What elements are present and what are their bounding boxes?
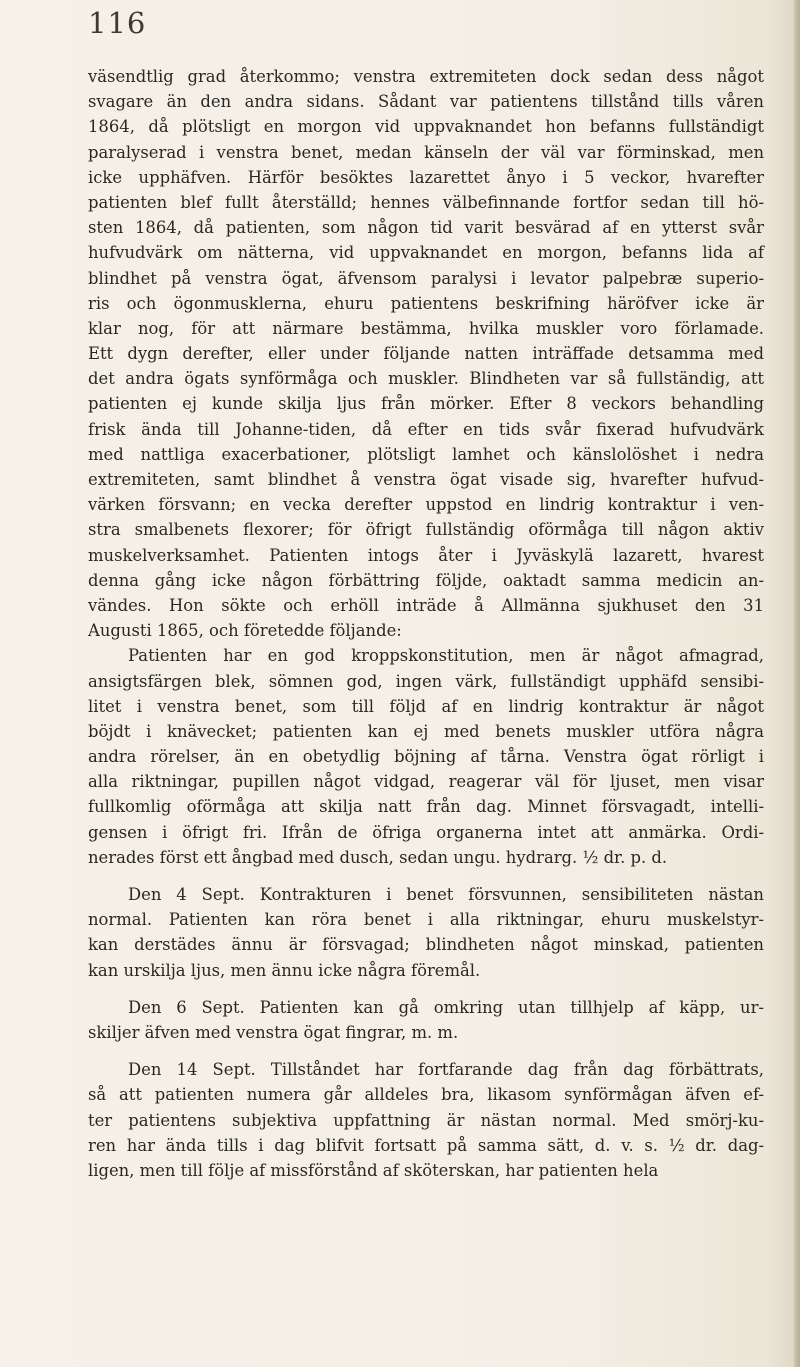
text-line: ren har ända tills i dag blifvit fortsatt på samma sätt, d. v. s. ½ dr. dag- (88, 1135, 764, 1155)
text-line: icke upphäfven. Härför besöktes lazarettet ånyo i 5 veckor, hvarefter (88, 167, 764, 187)
text-line: alla riktningar, pupillen något vidgad, reagerar väl för ljuset, men visar (88, 772, 764, 792)
text-line: litet i venstra benet, som till följd af en lindrig kontraktur är något (88, 696, 764, 716)
page-number: 116 (88, 6, 147, 40)
text-line: ansigtsfärgen blek, sömnen god, ingen värk, fullständigt upphäfd sensibi- (88, 671, 764, 691)
body-text (88, 64, 764, 1183)
text-line: sten 1864, då patienten, som någon tid varit besvärad af en ytterst svår (88, 218, 764, 238)
paragraph-gap (88, 983, 764, 995)
text-line: gensen i öfrigt fri. Ifrån de öfriga organerna intet att anmärka. Ordi- (88, 822, 764, 842)
text-line: patienten blef fullt återställd; hennes välbefinnande fortfor sedan till hö- (88, 192, 764, 212)
text-line: vändes. Hon sökte och erhöll inträde å Allmänna sjukhuset den 31 (88, 595, 764, 615)
text-line: normal. Patienten kan röra benet i alla riktningar, ehuru muskelstyr- (88, 910, 764, 930)
text-line: Ett dygn derefter, eller under följande natten inträffade detsamma med (88, 344, 764, 364)
paragraph (88, 64, 764, 643)
text-line: Den 6 Sept. Patienten kan gå omkring utan tillhjelp af käpp, ur- (128, 997, 764, 1017)
paragraph-gap (88, 1045, 764, 1057)
page-edge (794, 0, 800, 1367)
paragraph (88, 1057, 764, 1183)
text-line: skiljer äfven med venstra ögat fingrar, m. m. (88, 1022, 459, 1042)
text-line: ris och ögonmusklerna, ehuru patientens beskrifning häröfver icke är (88, 293, 764, 313)
text-line: fullkomlig oförmåga att skilja natt från dag. Minnet försvagadt, intelli- (88, 797, 764, 817)
text-line: Den 4 Sept. Kontrakturen i benet försvunnen, sensibiliteten nästan (128, 885, 764, 904)
text-line: det andra ögats synförmåga och muskler. Blindheten var så fullständig, att (88, 369, 764, 389)
text-line: Patienten har en god kroppskonstitution, men är något afmagrad, (128, 646, 764, 666)
text-line: nerades först ett ångbad med dusch, sedan ungu. hydrarg. ½ dr. p. d. (88, 847, 668, 867)
text-line: böjdt i knävecket; patienten kan ej med benets muskler utföra några (88, 721, 764, 741)
text-line: hufvudvärk om nätterna, vid uppvaknandet en morgon, befanns lida af (88, 243, 764, 263)
text-line: kan derstädes ännu är försvagad; blindheten något minskad, patienten (88, 935, 764, 955)
text-line: denna gång icke någon förbättring följde, oaktadt samma medicin an- (88, 570, 764, 590)
text-line: stra smalbenets flexorer; för öfrigt fullständig oförmåga till någon aktiv (88, 520, 764, 540)
text-line: Den 14 Sept. Tillståndet har fortfarande dag från dag förbättrats, (128, 1060, 764, 1080)
paragraph (88, 643, 764, 870)
text-line: 1864, då plötsligt en morgon vid uppvaknandet hon befanns fullständigt (88, 117, 764, 137)
text-line: andra rörelser, än en obetydlig böjning af tårna. Venstra ögat rörligt i (88, 747, 764, 767)
text-line: patienten ej kunde skilja ljus från mörker. Efter 8 veckors behandling (88, 394, 764, 414)
text-line: blindhet på venstra ögat, äfvensom paralysi i levator palpebræ superio- (88, 268, 764, 288)
text-line: muskelverksamhet. Patienten intogs åter i Jyväskylä lazarett, hvarest (88, 545, 764, 565)
text-line: extremiteten, samt blindhet å venstra ögat visade sig, hvarefter hufvud- (88, 470, 764, 489)
text-line: ter patientens subjektiva uppfattning är nästan normal. Med smörj-ku- (88, 1110, 764, 1130)
text-line: med nattliga exacerbationer, plötsligt lamhet och känslolöshet i nedra (88, 444, 764, 464)
text-line: Augusti 1865, och företedde följande: (88, 621, 402, 641)
paragraph (88, 995, 764, 1045)
text-line: väsendtlig grad återkommo; venstra extremiteten dock sedan dess något (88, 67, 764, 86)
text-line: paralyserad i venstra benet, medan känseln der väl var förminskad, men (88, 142, 764, 162)
paragraph (88, 882, 764, 983)
text-line: värken försvann; en vecka derefter uppstod en lindrig kontraktur i ven- (88, 495, 764, 515)
text-line: ligen, men till följe af missförstånd af sköterskan, har patienten hela (88, 1160, 659, 1180)
text-line: klar nog, för att närmare bestämma, hvilka muskler voro förlamade. (88, 318, 764, 338)
paragraph-gap (88, 870, 764, 882)
text-line: svagare än den andra sidans. Sådant var patientens tillstånd tills våren (88, 92, 764, 112)
text-line: så att patienten numera går alldeles bra, likasom synförmågan äfven ef- (88, 1085, 764, 1105)
text-line: frisk ända till Johanne-tiden, då efter en tids svår fixerad hufvudvärk (88, 419, 764, 439)
text-line: kan urskilja ljus, men ännu icke några föremål. (88, 960, 481, 980)
